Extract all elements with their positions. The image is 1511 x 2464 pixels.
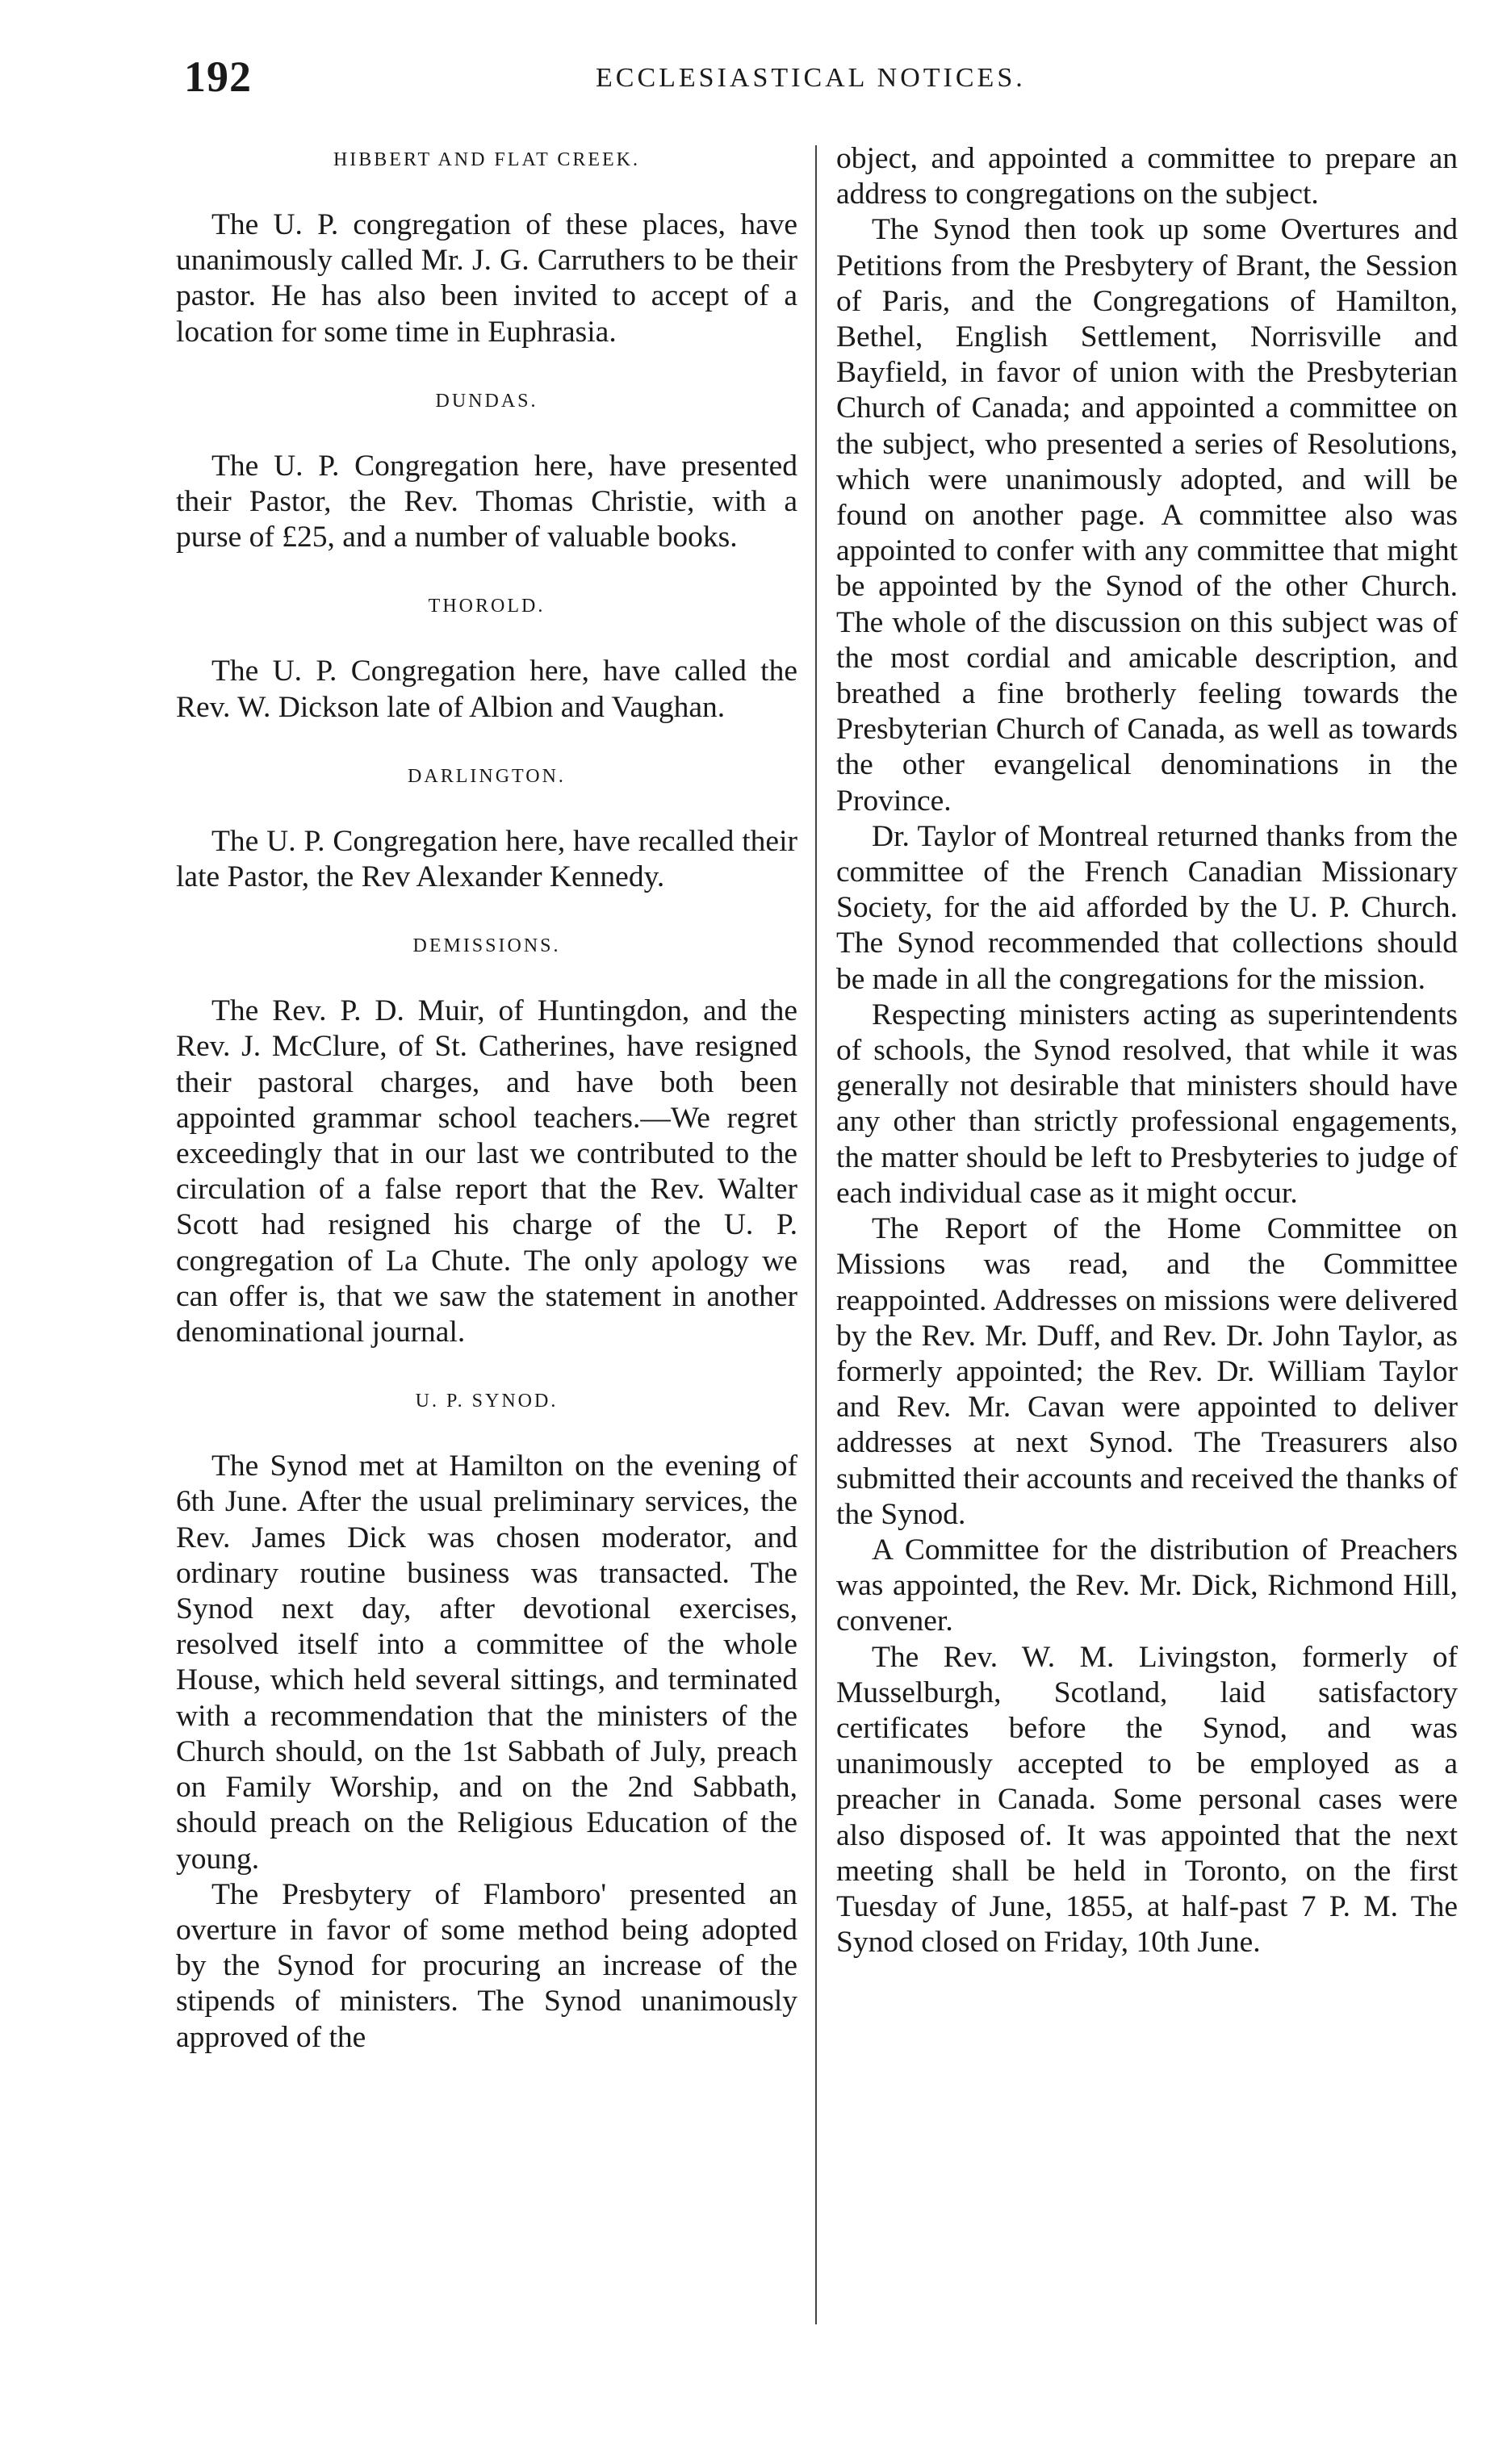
paragraph: The U. P. Congregation here, have presented their Pastor, the Rev. Thomas Christie, with a purse of £25, and a number of valuable books.	[176, 449, 797, 554]
paragraph: The Presbytery of Flamboro' presented an overture in favor of some method being adopted by the Synod for procuring an increase of the stipends of ministers. The Synod unanimously approved of the	[176, 1877, 797, 2054]
paragraph: The Synod met at Hamilton on the evening of 6th June. After the usual preliminary services, the Rev. James Dick was chosen moderator, and ordinary routine business was transacted. The Synod next day, after devotional exercises, resolved itself into a committee of the whole House, which held several sittings, and terminated with a recommendation that the ministers of the Church should, on the 1st Sabbath of July, preach on Family Worship, and on the 2nd Sabbath, should preach on the Religious Education of the young.	[176, 1450, 797, 1876]
paragraph: The U. P. Congregation here, have called the Rev. W. Dickson late of Albion and Vaughan.	[176, 655, 797, 724]
notice-darlington	[176, 764, 797, 895]
column-divider	[815, 145, 817, 2324]
section-heading: THOROLD.	[428, 596, 546, 617]
running-head	[176, 52, 1451, 100]
paragraph: The Synod then took up some Overtures and Petitions from the Presbytery of Brant, the Session of Paris, and the Congregations of Hamilton, Bethel, English Settlement, Norrisville and Bayfield, in favor of union with the Presbyterian Church of Canada; and appointed a committee on the subject, who presented a series of Resolutions, which were unanimously adopted, and will be found on another page. A committee also was appointed to confer with any committee that might be appointed by the Synod of the other Church. The whole of the discussion on this subject was of the most cordial and amicable description, and breathed a fine brotherly feeling towards the Presbyterian Church of Canada, as well as towards the other evangelical denominations in the Province.	[836, 213, 1458, 818]
notice-hibbert	[176, 148, 797, 350]
section-heading: DUNDAS.	[435, 390, 538, 412]
section-heading: DEMISSIONS.	[412, 935, 561, 957]
running-title: ECCLESIASTICAL NOTICES.	[596, 63, 1026, 93]
notice-demissions	[176, 934, 797, 1350]
paragraph: The U. P. Congregation here, have recalled their late Pastor, the Rev Alexander Kennedy.	[176, 824, 797, 894]
paragraph: A Committee for the distribution of Preachers was appointed, the Rev. Mr. Dick, Richmond Hill, convener.	[836, 1533, 1458, 1638]
paragraph-continuation: object, and appointed a committee to prepare an address to congregations on the subject.	[836, 142, 1458, 211]
notice-thorold	[176, 594, 797, 725]
left-column	[176, 141, 797, 2094]
paragraph: Respecting ministers acting as superintendents of schools, the Synod resolved, that while it was generally not desirable that ministers should have any other than strictly professional engagements, the matter should be left to Presbyteries to judge of each individual case as it might occur.	[836, 998, 1458, 1210]
notice-up-synod	[176, 1389, 797, 2055]
paragraph: The Rev. W. M. Livingston, formerly of Musselburgh, Scotland, laid satisfactory certificates before the Synod, and was unanimously accepted to be employed as a preacher in Canada. Some personal cases were also disposed of. It was appointed that the next meeting shall be held in Toronto, on the first Tuesday of June, 1855, at half-past 7 P. M. The Synod closed on Friday, 10th June.	[836, 1640, 1458, 1960]
section-heading: DARLINGTON.	[408, 765, 566, 787]
section-heading: U. P. SYNOD.	[415, 1391, 559, 1412]
page-number: 192	[184, 52, 252, 101]
paragraph: The Rev. P. D. Muir, of Huntingdon, and the Rev. J. McClure, of St. Catherines, have resigned their pastoral charges, and have both been appointed grammar school teachers.—We regret exceedingly that in our last we contributed to the circulation of a false report that the Rev. Walter Scott had resigned his charge of the U. P. congregation of La Chute. The only apology we can offer is, that we saw the statement in another denominational journal.	[176, 994, 797, 1349]
paragraph: Dr. Taylor of Montreal returned thanks from the committee of the French Canadian Missionary Society, for the aid afforded by the U. P. Church. The Synod recommended that collections should be made in all the congregations for the mission.	[836, 819, 1458, 996]
paragraph: The U. P. congregation of these places, have unanimously called Mr. J. G. Carruthers to be their pastor. He has also been invited to accept of a location for some time in Euphrasia.	[176, 208, 797, 349]
notice-dundas	[176, 389, 797, 556]
paragraph: The Report of the Home Committee on Missions was read, and the Committee reappointed. Addresses on missions were delivered by the Rev. Mr. Duff, and Rev. Dr. John Taylor, as formerly appointed; the Rev. Dr. William Taylor and Rev. Mr. Cavan were appointed to deliver addresses at next Synod. The Treasurers also submitted their accounts and received the thanks of the Synod.	[836, 1212, 1458, 1531]
section-heading: HIBBERT AND FLAT CREEK.	[333, 149, 641, 170]
right-column	[836, 141, 1458, 1960]
